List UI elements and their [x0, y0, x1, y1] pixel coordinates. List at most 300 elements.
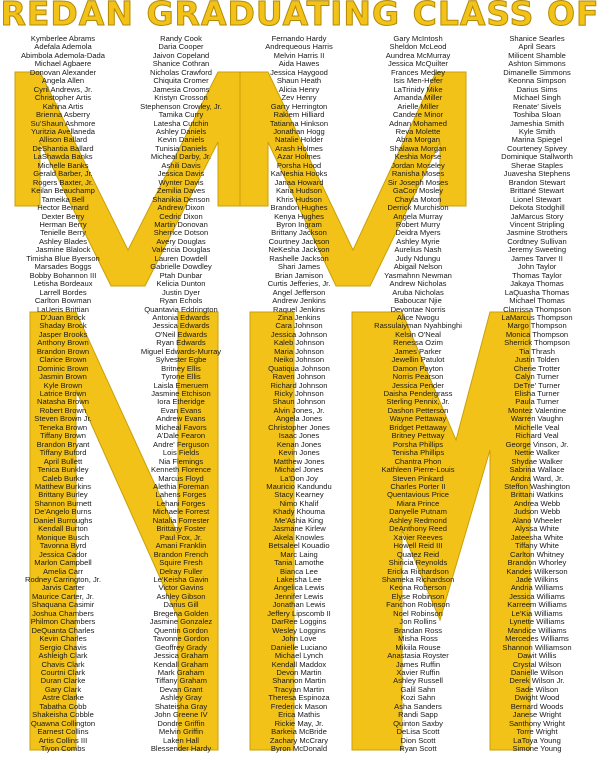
graduate-name: Tabatha Cobb: [39, 701, 87, 711]
graduate-name: Randi Sapp: [398, 710, 438, 720]
graduate-name: Kyle Brown: [43, 380, 83, 390]
graduate-name: Caleb Burke: [42, 473, 84, 483]
graduate-name: Margo Thompson: [507, 321, 567, 331]
graduate-name: Andrew Nicholas: [389, 279, 447, 289]
graduate-name: Jade Wilkins: [515, 575, 559, 584]
graduate-name: Carlton Whitney: [509, 549, 565, 559]
graduate-name: Tiyon Combs: [40, 744, 86, 754]
graduate-name: Matthew Jones: [273, 456, 325, 466]
graduate-name: Shydae Walker: [511, 456, 563, 466]
graduate-name: Shannon Martin: [272, 676, 326, 686]
graduate-name: Kristyn Crosson: [154, 93, 208, 103]
graduate-name: Danielle Wilson: [510, 667, 564, 677]
graduate-name: Brienna Asberry: [35, 110, 91, 120]
graduate-name: Robert Murry: [395, 219, 441, 229]
graduate-name: Devontae Norris: [390, 304, 446, 314]
graduate-name: Jon Rollins: [399, 617, 437, 627]
graduate-name: Dekota Stodghill: [509, 203, 565, 213]
graduate-name: Tia Thrash: [519, 346, 555, 356]
graduate-name: Vincent Stripling: [509, 219, 565, 229]
graduate-name: Teneka Brown: [38, 422, 88, 432]
graduate-name: Me'Ashia King: [274, 515, 324, 525]
graduate-name: Sabrina Wallace: [509, 465, 565, 475]
graduate-name: Frederick Mason: [270, 701, 328, 711]
graduate-name: Warren Vaughn: [510, 414, 564, 424]
graduate-name: Barkeia McBride: [271, 727, 327, 737]
graduate-name: Rogers Baxter, Jr.: [32, 177, 94, 187]
graduate-name: Clarrissa Thompson: [503, 304, 571, 314]
graduate-name: Jateesha White: [510, 532, 564, 542]
graduate-name: LaTrinidy Mike: [393, 84, 443, 94]
graduate-name: Jordan Moseley: [391, 160, 445, 170]
graduate-name: Tameika Bell: [41, 194, 85, 204]
graduate-name: Keilan Beauchamp: [31, 186, 95, 196]
graduate-name: KaNeshia Hooks: [270, 169, 328, 179]
graduate-name: Shalawa Morgan: [389, 143, 447, 153]
graduate-name: Bernard Woods: [510, 701, 564, 711]
graduate-name: Jonathan Lewis: [272, 600, 326, 610]
graduate-name: Santhony Wright: [508, 718, 565, 728]
graduate-name: Avery Douglas: [156, 236, 206, 246]
graduate-name: Maria Johnson: [274, 346, 324, 356]
graduate-name: Jamesia Crooms: [152, 84, 210, 94]
graduate-name: Byron Ingram: [276, 219, 322, 229]
graduate-name: Quinton Saxby: [393, 718, 443, 728]
graduate-name: Kaleb Johnson: [273, 338, 325, 348]
graduate-name: Latrice Brown: [39, 389, 87, 399]
graduate-name: Dawit Willis: [517, 651, 557, 661]
graduate-name: Xavier Reeves: [393, 532, 443, 542]
graduate-name: Alethia Foreman: [153, 482, 209, 492]
graduate-name: Angela Allen: [41, 76, 85, 86]
graduate-name: JaMarcus Story: [510, 211, 564, 221]
graduate-name: Laken Hall: [163, 735, 199, 745]
graduate-name: Brandon Brown: [36, 346, 90, 356]
graduate-name: Toshiba Sloan: [513, 110, 561, 120]
graduate-list-column-1: [4, 35, 122, 754]
graduate-name: Letisha Bordeaux: [33, 279, 93, 289]
graduate-name: Gerald Barber, Jr.: [33, 169, 93, 179]
graduate-name: Jessica Cador: [38, 549, 88, 559]
graduate-name: Marcus Floyd: [158, 473, 204, 483]
graduate-name: Steffon Washington: [504, 482, 570, 492]
graduate-name: Quatez Reid: [396, 549, 440, 559]
graduate-name: Kendall Maddox: [271, 659, 327, 669]
graduate-name: Galil Sahn: [400, 684, 436, 694]
graduate-name: Amanda Miller: [393, 93, 443, 103]
graduate-name: Ryan Echols: [159, 296, 203, 306]
graduate-name: Earnest Collins: [37, 727, 89, 737]
graduate-name: Tenielle Berry: [39, 228, 86, 238]
graduate-name: Tamika Curry: [158, 110, 204, 120]
graduate-name: Ashton Simmons: [508, 59, 566, 69]
graduate-name: Steven Brown Jr.: [34, 414, 92, 424]
graduate-name: Jasmine Strothers: [506, 228, 568, 238]
graduate-name: Sade Wilson: [515, 684, 559, 694]
graduate-name: Justin Tolden: [514, 355, 560, 365]
graduate-name: Shanice Searles: [509, 34, 565, 43]
graduate-name: Montez Valentine: [507, 405, 567, 415]
graduate-name: Brandon Stewart: [508, 177, 566, 187]
graduate-name: Erica Mathis: [278, 710, 320, 720]
graduate-name: Jarvis Carter: [41, 583, 85, 593]
graduate-name: Kendall Graham: [153, 659, 209, 669]
graduate-name: Artis Collins III: [38, 735, 88, 745]
graduate-name: Lois Fields: [162, 448, 200, 458]
graduate-name: Shateisha Gray: [154, 701, 208, 711]
graduate-name: Ashley Redmond: [389, 515, 447, 525]
graduate-name: Angela Murray: [393, 211, 443, 221]
graduate-name: Andria Williams: [510, 583, 564, 593]
graduate-name: Duran Clarke: [40, 676, 86, 686]
graduate-name: Paul Fox, Jr.: [159, 532, 203, 542]
graduate-name: Astre Clarke: [42, 693, 84, 703]
graduate-name: Byron McDonald: [270, 744, 328, 754]
graduate-name: La'Don Joy: [280, 473, 318, 483]
graduate-name: Jasmine Etchison: [151, 389, 211, 399]
graduate-name: Melvin Harris II: [273, 50, 325, 60]
graduate-name: Wayne Pettaway: [389, 414, 447, 424]
graduate-name: Randy Cook: [160, 34, 202, 43]
graduate-name: Mandice Williams: [507, 625, 567, 635]
graduate-name: Kevin Jones: [278, 448, 320, 458]
graduate-name: Darius Gill: [163, 600, 199, 610]
graduate-name: Tyrone Ellis: [161, 372, 201, 382]
graduate-name: John Taylor: [517, 262, 557, 272]
graduate-name: Shanikia Denson: [152, 194, 210, 204]
graduate-name: Quentavious Price: [386, 490, 450, 500]
graduate-name: Danyelle Putnam: [389, 507, 447, 517]
graduate-name: Abra Morgan: [396, 135, 440, 145]
graduate-list-column-3: [240, 35, 358, 754]
graduate-name: Larrell Bordes: [39, 287, 87, 297]
graduate-name: Sherae Staples: [511, 160, 563, 170]
graduate-name: Alvin Jones, Jr.: [273, 405, 325, 415]
graduate-name: GaCori Mosley: [392, 186, 444, 196]
graduate-name: John Greene IV: [154, 710, 208, 720]
graduate-name: Quawna Collington: [30, 718, 96, 728]
graduate-name: Kyle Smith: [518, 126, 556, 136]
graduate-name: Sheldon McLeod: [389, 42, 447, 52]
graduate-name: Dimanelle Simmons: [503, 67, 571, 77]
graduate-name: Tania Lamothe: [274, 558, 324, 568]
graduate-name: Ryan Edwards: [156, 338, 206, 348]
graduate-name: Howell Reid III: [393, 541, 443, 551]
graduate-name: LaUeris Brittian: [37, 304, 89, 314]
graduate-name: Tatianna Hinkson: [269, 118, 329, 128]
graduate-name: Shaun Heath: [276, 76, 322, 86]
graduate-name: Brian Jamison: [274, 270, 324, 280]
graduate-name: James Tarver II: [511, 253, 563, 263]
graduate-name: Jessica McQuilter: [388, 59, 448, 69]
graduate-name: Norris Pearson: [392, 372, 444, 382]
graduate-name: Cordtney Sullivan: [507, 236, 567, 246]
graduate-name: Marlon Campbell: [34, 558, 92, 568]
graduate-name: D'Juan Brock: [40, 312, 86, 322]
graduate-name: Khady Khouma: [273, 507, 325, 517]
graduate-name: Natalia Forrester: [152, 515, 210, 525]
graduate-name: Philmon Chambers: [30, 617, 96, 627]
graduate-name: Adnan Mohamed: [389, 118, 447, 128]
graduate-name: Melvin Griffin: [158, 727, 204, 737]
graduate-name: Andrew Evans: [156, 414, 206, 424]
graduate-name: Nettie Walker: [514, 448, 560, 458]
graduate-name: Jessica Johnson: [270, 329, 328, 339]
graduate-name: LaQuasha Thomas: [504, 287, 570, 297]
graduate-name: Asha Sanders: [394, 701, 442, 711]
graduate-name: Donovan Alexander: [29, 67, 97, 77]
graduate-name: Fanchon Robinson: [386, 600, 450, 610]
graduate-name: Victor Gavins: [158, 583, 204, 593]
graduate-name: James Ruffin: [395, 659, 441, 669]
graduate-name: Jennifer Lewis: [274, 591, 324, 601]
graduate-name: Dondre Griffin: [157, 718, 205, 728]
graduate-name: LaShawda Banks: [33, 152, 93, 162]
graduate-name: Tracyan Martin: [273, 684, 325, 694]
graduate-name: Ericka Richardson: [387, 566, 449, 576]
graduate-name: Matthew Burkins: [34, 482, 92, 492]
graduate-name: Juavesha Stephens: [503, 169, 571, 179]
graduate-name: Deidra Myers: [395, 228, 441, 238]
graduate-name: Jaivon Copeland: [152, 50, 210, 60]
graduate-name: Kendall Burton: [38, 524, 88, 534]
graduate-name: Simone Young: [512, 744, 562, 754]
graduate-name: Jessica Graham: [153, 651, 209, 661]
graduate-name: Joshua Chambers: [32, 608, 94, 618]
graduate-name: Calyn Turner: [515, 372, 559, 382]
graduate-name: Courtni Clark: [40, 667, 86, 677]
graduate-name: Danielle Luciano: [270, 642, 328, 652]
graduate-name: Ashley Daniels: [155, 126, 207, 136]
graduate-name: Richard Johnson: [270, 380, 328, 390]
graduate-name: Rassulaiyman Nyahbinghi: [374, 321, 462, 331]
graduate-name: Mikiila Rouse: [395, 642, 441, 652]
graduate-name: Kelicia Dunton: [156, 279, 206, 289]
graduate-name: Brittané Stewart: [509, 186, 565, 196]
graduate-name: Robert Brown: [39, 405, 87, 415]
graduate-name: Ashley Gray: [160, 693, 202, 703]
graduate-name: Tunisia Daniels: [155, 143, 207, 153]
graduate-name: Natasha Brown: [37, 397, 89, 407]
graduate-name: Kahina Artis: [42, 101, 84, 111]
graduate-name: Brandon Whorley: [507, 558, 567, 568]
graduate-name: Sterling Pennix, Jr.: [386, 397, 450, 407]
graduate-name: Wynter Davis: [158, 177, 204, 187]
graduate-name: Arielle Miller: [397, 101, 439, 111]
graduate-name: Devan Grant: [159, 684, 203, 694]
graduate-name: Jasmane Kirlew: [272, 524, 326, 534]
graduate-name: Dexter Berry: [41, 211, 85, 221]
graduate-name: Anthony Brown: [37, 338, 89, 348]
graduate-name: Zev Henry: [281, 93, 317, 103]
graduate-name: Anastasia Royster: [387, 651, 449, 661]
graduate-name: Quantavia Eddrington: [144, 304, 218, 314]
graduate-name: Timisha Blue Byerson: [26, 253, 100, 263]
graduate-name: Alano Wheeler: [512, 515, 562, 525]
graduate-name: Kenya Hughes: [274, 211, 324, 221]
graduate-name: Daria Cooper: [158, 42, 204, 52]
graduate-name: Mark Graham: [157, 667, 205, 677]
graduate-name: Ashleigh Clark: [38, 651, 88, 661]
graduate-name: Tenica Bunkley: [37, 465, 89, 475]
graduate-name: Rashelle Jackson: [269, 253, 329, 263]
graduate-name: Alicia Henry: [278, 84, 320, 94]
graduate-name: Kathleen Pierre-Louis: [381, 465, 455, 475]
graduate-name: April Sears: [518, 42, 556, 52]
graduate-name: Justin Dyer: [162, 287, 200, 297]
graduate-name: Lehani Forges: [156, 498, 206, 508]
graduate-name: Tiffany Graham: [155, 676, 207, 686]
graduate-name: Jakaya Thomas: [510, 279, 564, 289]
graduate-name: Judson Webb: [513, 507, 561, 517]
graduate-name: Laisla Emeruem: [153, 380, 209, 390]
graduate-name: De'Angelo Burns: [34, 507, 92, 517]
graduate-name: Delray Fuller: [159, 566, 203, 576]
graduate-name: Angela Jones: [275, 414, 323, 424]
graduate-name: Kenan Jones: [276, 439, 322, 449]
graduate-name: Le'Kia Williams: [511, 608, 563, 618]
graduate-name: Paula Turner: [515, 397, 559, 407]
graduate-name: Shiricia Reynolds: [388, 558, 448, 568]
graduate-name: Kozi Sahn: [400, 693, 436, 703]
graduate-name: Sir Joseph Moses: [387, 177, 449, 187]
graduate-name: Thomas Taylor: [512, 270, 562, 280]
graduate-name: Shannon Williamson: [502, 642, 572, 652]
graduate-name: Aida Hawes: [278, 59, 320, 69]
graduate-name: Keshia Morse: [394, 152, 442, 162]
graduate-name: Tiffany White: [515, 541, 559, 551]
graduate-name: Angelica Lewis: [273, 583, 325, 593]
graduate-name: O'Neil Edwards: [154, 329, 208, 339]
graduate-name: April Bullett: [43, 456, 83, 466]
graduate-name: Andra Ward, Jr.: [510, 473, 564, 483]
graduate-name: Lynette Williams: [509, 617, 565, 627]
graduate-name: Charles Porter II: [390, 482, 446, 492]
graduate-name: Maurice Carter, Jr.: [31, 591, 95, 601]
graduate-name: Kelsin O'Neal: [395, 329, 441, 339]
graduate-name: Darius Sims: [516, 84, 558, 94]
graduate-name: Clarice Brown: [39, 355, 87, 365]
graduate-name: Jessica Haygood: [270, 67, 328, 77]
graduate-name: Courtney Jackson: [268, 236, 330, 246]
graduate-name: Tavonne Gordon: [152, 634, 210, 644]
graduate-name: Bobby Bohannon III: [29, 270, 97, 280]
graduate-name: Iora Etheridge: [157, 397, 205, 407]
graduate-name: DeLisa Scott: [396, 727, 440, 737]
graduate-name: Kenneth Florence: [151, 465, 211, 475]
graduate-name: Courteney Spivey: [507, 143, 567, 153]
graduate-name: Milicent Shamble: [508, 50, 566, 60]
graduate-name: Monique Busch: [36, 532, 90, 542]
graduate-name: Daniel Burroughs: [33, 515, 93, 525]
graduate-name: Brittani Watkins: [510, 490, 564, 500]
graduate-name: Yuritzia Avellaneda: [30, 126, 96, 136]
graduate-name: Jasmin Brown: [39, 372, 87, 382]
graduate-name: Sylvester Egbe: [155, 355, 207, 365]
graduate-name: Damon Payton: [392, 363, 444, 373]
graduate-name: Yasmahnn Newman: [384, 270, 452, 280]
graduate-name: Jasper Brooks: [38, 329, 88, 339]
graduate-name: Zachary McCrary: [269, 735, 329, 745]
graduate-name: Frances Medley: [390, 67, 446, 77]
graduate-name: Jasmine Gonzalez: [149, 617, 213, 627]
graduate-name: Brandon Hughes: [270, 203, 328, 213]
graduate-name: Renate' Sivels: [512, 101, 562, 111]
graduate-name: Michael Thomas: [509, 296, 565, 306]
graduate-name: Elyse Robinson: [391, 591, 445, 601]
graduate-name: Monica Thompson: [505, 329, 569, 339]
graduate-name: Bridget Pettaway: [389, 422, 447, 432]
graduate-name: Nicholas Crawford: [149, 67, 213, 77]
graduate-name: Britney Ellis: [161, 363, 201, 373]
graduate-name: Quentin Gordon: [153, 625, 209, 635]
graduate-name: Shaquana Casimir: [31, 600, 95, 610]
graduate-name: Steven Pinkard: [392, 473, 444, 483]
graduate-name: Devon Martin: [276, 667, 322, 677]
graduate-name: Gabrielle Dowdley: [150, 262, 212, 272]
graduate-name: Crystal Wilson: [512, 659, 562, 669]
graduate-name: Jameshia Smith: [509, 118, 565, 128]
graduate-name: Betsaleel Kouadio: [268, 541, 330, 551]
graduate-name: Chavis Clark: [41, 659, 85, 669]
graduate-name: Lahens Forges: [155, 490, 207, 500]
graduate-name: Aurelius Nash: [394, 245, 442, 255]
graduate-name: Daisha Pendergrass: [383, 389, 453, 399]
graduate-name: Rodney Carrington, Jr.: [25, 575, 101, 584]
graduate-name: Antonia Edwards: [152, 312, 210, 322]
graduate-name: Tiffany Buford: [39, 448, 87, 458]
graduate-name: Valencia Douglas: [151, 245, 211, 255]
graduate-name: Squire Fresh: [159, 558, 203, 568]
graduate-name: Brandon Bryant: [36, 439, 90, 449]
graduate-name: Aundrea McMurray: [385, 50, 451, 60]
graduate-name: Arash Holmes: [275, 143, 323, 153]
graduate-name: Lauren Dowdell: [154, 253, 208, 263]
graduate-name: Brandan Ross: [393, 625, 443, 635]
graduate-name: Amani Franklin: [155, 541, 207, 551]
graduate-name: Jessica Edwards: [152, 321, 210, 331]
graduate-name: Keona Roberson: [389, 583, 447, 593]
graduate-name: Miara Prince: [396, 498, 440, 508]
graduate-name: Gary McIntosh: [393, 34, 443, 43]
graduate-name: Blessender Hardy: [150, 744, 212, 754]
graduate-name: Adefala Ademola: [34, 42, 92, 52]
graduate-name: DeQuanta Charles: [31, 625, 95, 635]
graduate-name: Marc Laing: [280, 549, 318, 559]
graduate-name: Jessica Williams: [509, 591, 565, 601]
graduate-name: Ranisha Moses: [391, 169, 445, 179]
graduate-name: Candere Minor: [392, 110, 444, 120]
graduate-name: George Vinson, Jr.: [505, 439, 569, 449]
graduate-name: Andrew Dixon: [157, 203, 205, 213]
graduate-name: Ashley Myrie: [396, 236, 440, 246]
graduate-name: Curtis Jefferies, Jr.: [267, 279, 331, 289]
graduate-name: Mercedes Williams: [505, 634, 569, 644]
graduate-name: Latesha Cutchin: [153, 118, 209, 128]
graduate-name: Sherrick Thompson: [504, 338, 570, 348]
graduate-name: Michael Singh: [513, 93, 561, 103]
graduate-name: Xavier Ruffin: [396, 667, 440, 677]
graduate-name: NeKesha Jackson: [268, 245, 330, 255]
graduate-name: Tavonna Byrd: [39, 541, 87, 551]
graduate-name: Michael Lynch: [274, 651, 324, 661]
graduate-name: DeAnthony Reed: [389, 524, 447, 534]
page-title: REDAN GRADUATING CLASS OF: [0, 0, 600, 33]
graduate-name: Cherie Trotter: [513, 363, 561, 373]
graduate-name: Judy Ndungu: [395, 253, 441, 263]
graduate-name: Abigail Nelson: [393, 262, 443, 272]
graduate-name: Quatiqua Johnson: [268, 363, 330, 373]
